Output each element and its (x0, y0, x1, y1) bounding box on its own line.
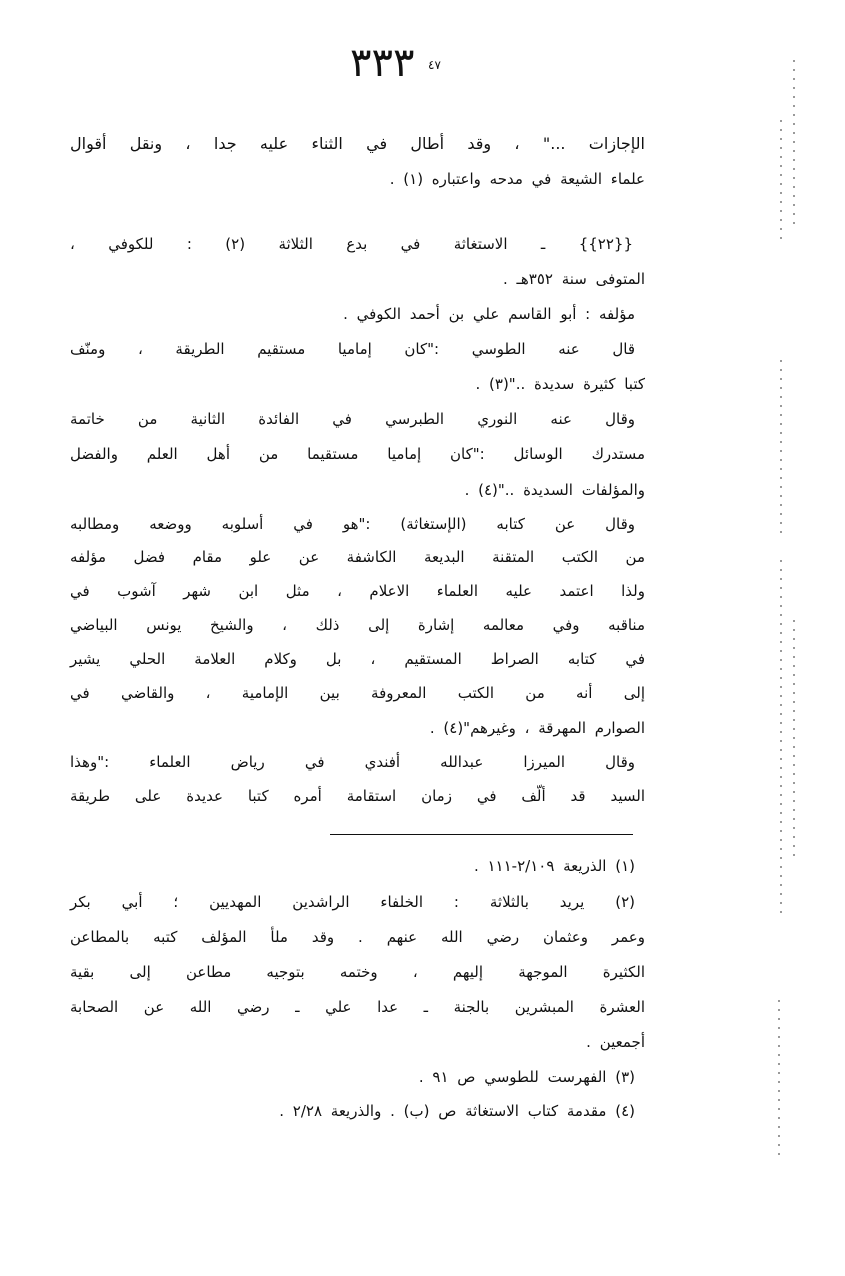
footnote: الكثيرة الموجهة إليهم ، وختمه بتوجيه مطاعن إلى بقية (70, 963, 645, 981)
footnote: (٢) يريد بالثلاثة : الخلفاء الراشدين المهديين ؛ أبي بكر (70, 893, 635, 911)
text-line: المتوفى سنة ٣٥٢هـ . (502, 270, 645, 288)
text-line: قال عنه الطوسي :"كان إماميا مستقيم الطريقة ، ومنّف (70, 340, 635, 358)
scan-margin-mark (778, 1000, 780, 1160)
text-line: إلى أنه من الكتب المعروفة بين الإمامية ، والقاضي في (70, 684, 645, 702)
page-number: ٣٣٣ (350, 40, 415, 86)
text-line: في كتابه الصراط المستقيم ، بل وكلام العلامة الحلي يشير (70, 650, 645, 668)
text-line: كتبا كثيرة سديدة .."(٣) . (475, 375, 645, 393)
text-line: مستدرك الوسائل :"كان إماميا مستقيما من أهل العلم والفضل (70, 445, 645, 463)
text-line: وقال الميرزا عبدالله أفندي في رياض العلماء :"وهذا (70, 753, 635, 771)
scan-margin-mark (793, 60, 795, 230)
text-line: ولذا اعتمد عليه العلماء الاعلام ، مثل ابن شهر آشوب في (70, 582, 645, 600)
text-line: الصوارم المهرقة ، وغيرهم"(٤) . (429, 719, 645, 737)
page-number-annotation: ٤٧ (428, 58, 441, 72)
entry-heading: {{٢٢}} ـ الاستغاثة في بدع الثلاثة (٢) : للكوفي ، (70, 235, 633, 253)
text-line: مؤلفه : أبو القاسم علي بن أحمد الكوفي . (343, 305, 635, 323)
scan-margin-mark (780, 560, 782, 920)
footnote: العشرة المبشرين بالجنة ـ عدا علي ـ رضي الله عن الصحابة (70, 998, 645, 1016)
text-line: علماء الشيعة في مدحه واعتباره (١) . (389, 170, 645, 188)
footnote-separator (330, 834, 633, 835)
footnote: (٤) مقدمة كتاب الاستغاثة ص (ب) . والذريعة ٢/٢٨ . (279, 1102, 635, 1120)
text-line: وقال عنه النوري الطبرسي في الفائدة الثانية من خاتمة (70, 410, 635, 428)
text-line: وقال عن كتابه (الإستغاثة) :"هو في أسلوبه ووضعه ومطالبه (70, 515, 635, 533)
footnote: (١) الذريعة ٢/١٠٩-١١١ . (473, 857, 635, 875)
scan-margin-mark (780, 120, 782, 240)
footnote: وعمر وعثمان رضي الله عنهم . وقد ملأ المؤلف كتبه بالمطاعن (70, 928, 645, 946)
text-line: السيد قد ألّف في زمان استقامة أمره كتبا عديدة على طريقة (70, 787, 645, 805)
text-line: مناقبه وفي معالمه إشارة إلى ذلك ، والشيخ يونس البياضي (70, 616, 645, 634)
scan-margin-mark (780, 360, 782, 540)
footnote: (٣) الفهرست للطوسي ص ٩١ . (418, 1068, 635, 1086)
scan-margin-mark (793, 620, 795, 860)
footnote: أجمعين . (586, 1033, 645, 1051)
text-line: الإجازات ..." ، وقد أطال في الثناء عليه جدا ، ونقل أقوال (70, 134, 645, 153)
text-line: من الكتب المتقنة البديعة الكاشفة عن علو مقام فضل مؤلفه (70, 548, 645, 566)
text-line: والمؤلفات السديدة .."(٤) . (464, 481, 645, 499)
